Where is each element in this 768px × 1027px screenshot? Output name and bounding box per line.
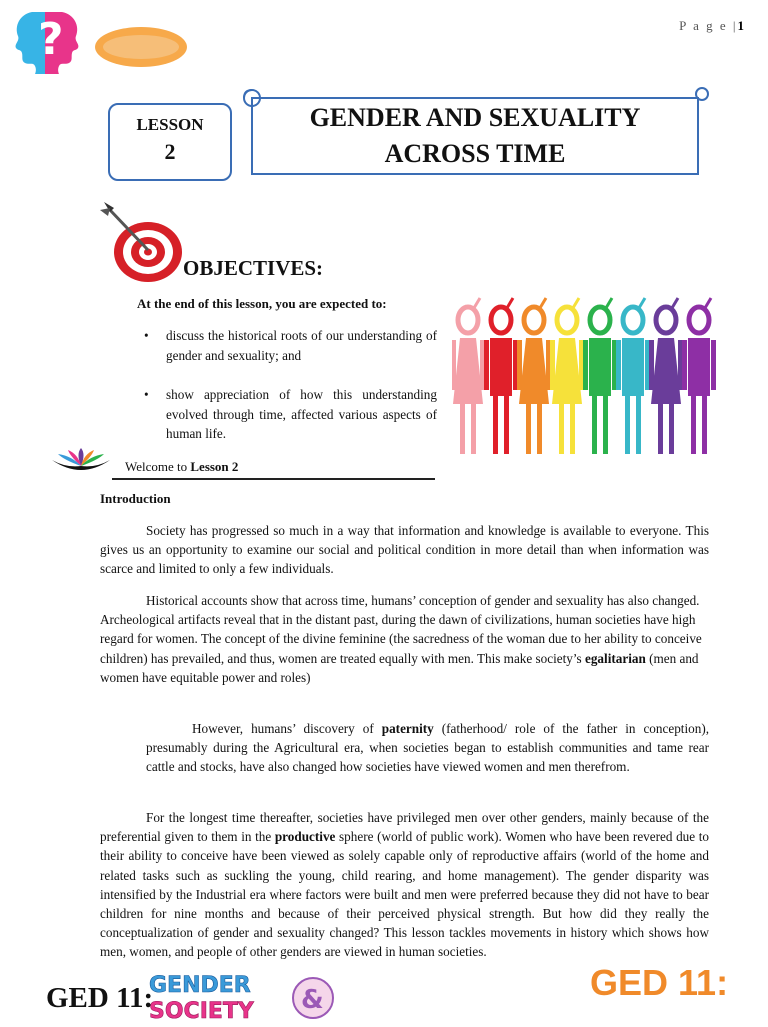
paragraph-3-text-end: (fatherhood/ role of the father in conception), presumably during the Agricultural era, when societies began to establish communities and tame rear cattle and stocks, have also changed how societies have viewed women and men therefrom. [146, 721, 710, 775]
paragraph-4-text-end: sphere (world of public work). Women who have been revered due to their ability to conceive have been viewed as solely capable only of reproductive affairs (world of the home and related tasks such as suckling the young, child rearing, and home management). The gender disparity was intensified by the Industrial era where factors were built and men were preferred because they did not have to bear children for nine months and because of their perceived physical strength. But how did they really the conceptualization of gender and sexuality changed? This lesson tackles movements in history which shows how men, women, and people of other genders are viewed in human societies. [100, 829, 709, 960]
heads-question-logo-icon [10, 6, 88, 81]
objectives-intro: At the end of this lesson, you are expected to: [137, 296, 387, 311]
paragraph-2-text: Historical accounts show that across time, humans’ conception of gender and sexuality has also changed. Archeological artifacts reveal that in the distant past, during the dawn of civilizations, human societies have high regard for women. The concept of the divine feminine (the sacredness of the woman due to her ability to conceive children) has prevailed, and thus, women are treated equally with men. This make society’s [100, 593, 702, 666]
target-dart-icon [98, 200, 190, 291]
objective-text: show appreciation of how this understanding evolved through time, affected various aspects of human life. [166, 387, 437, 441]
gender-figure [452, 298, 485, 454]
paragraph-3-text: However, humans’ discovery of [192, 721, 382, 736]
gender-figure [484, 298, 518, 454]
page-number [679, 18, 746, 34]
bullet-icon: • [144, 328, 149, 343]
footer-course-label-orange: GED 11: [590, 962, 729, 1003]
objective-item [146, 385, 437, 444]
term-paternity: paternity [381, 721, 434, 736]
lotus-ornament-icon [48, 446, 114, 483]
term-productive: productive [274, 829, 336, 845]
logo-word-gender: GENDER [149, 973, 251, 998]
paragraph-1 [100, 521, 709, 579]
gender-figure [550, 298, 584, 454]
gender-figures-illustration [452, 292, 722, 463]
title-line-1: GENDER AND SEXUALITY [309, 103, 641, 132]
introduction-heading: Introduction [100, 491, 171, 506]
gender-figure [517, 298, 551, 454]
objectives-heading: OBJECTIVES: [183, 256, 324, 280]
lesson-box [108, 103, 232, 181]
welcome-lesson: Lesson 2 [190, 459, 239, 474]
title-line-2: ACROSS TIME [384, 139, 566, 168]
paragraph-4 [100, 808, 709, 971]
gender-figure [649, 298, 683, 454]
orange-brush-stroke-icon [92, 20, 190, 79]
paragraph-4-text: For the longest time thereafter, societies have privileged men over other genders, mainly because of the preferential given to them in the [100, 810, 709, 845]
page-label: P a g e | [679, 18, 738, 33]
gender-society-logo [145, 970, 345, 1027]
welcome-prefix: Welcome to [125, 459, 191, 474]
footer-course-label: GED 11: [46, 982, 154, 1014]
welcome-text [125, 459, 238, 475]
svg-text:?: ? [38, 14, 64, 65]
divider [112, 478, 435, 480]
paragraph-1-text: Society has progressed so much in a way that information and knowledge is available to everyone. This gives us an opportunity to examine our social and political condition in more detail than when information was scarce and limited to only a few individuals. [100, 523, 709, 577]
gender-figure [616, 298, 650, 454]
objective-item [146, 326, 437, 365]
gender-figure [583, 298, 617, 454]
bullet-icon: • [144, 387, 149, 402]
paragraph-2-text-end: (men and women have equitable power and roles) [100, 650, 699, 685]
page-number-value: 1 [737, 18, 746, 33]
gender-figure [682, 298, 716, 454]
lesson-label: LESSON [136, 115, 204, 134]
paragraph-2 [100, 591, 709, 687]
logo-ampersand: & [301, 985, 324, 1015]
lesson-number: 2 [164, 139, 176, 164]
paragraph-3 [146, 719, 709, 777]
objective-text: discuss the historical roots of our understanding of gender and sexuality; and [166, 328, 437, 363]
page-title [250, 100, 700, 172]
logo-word-society: SOCIETY [149, 999, 254, 1022]
term-egalitarian: egalitarian [584, 650, 646, 666]
